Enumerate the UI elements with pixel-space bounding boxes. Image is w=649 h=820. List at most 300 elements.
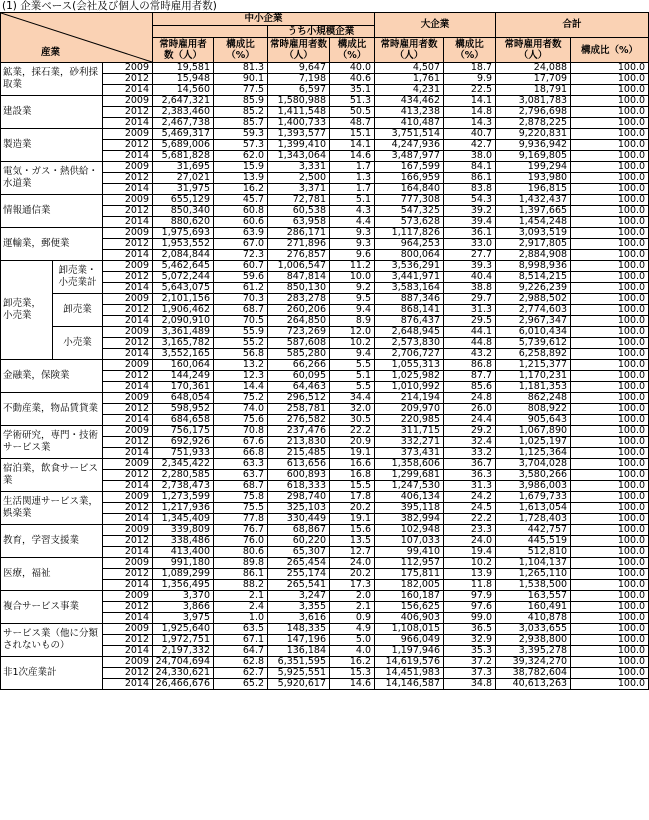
industry-cell: 非1次産業計 <box>1 657 103 690</box>
small-ratio-cell: 15.5 <box>330 481 375 492</box>
large-ratio-cell: 36.7 <box>444 459 496 470</box>
small-employees-cell: 587,608 <box>268 338 330 349</box>
sme-employees-cell: 15,948 <box>153 74 214 85</box>
sme-employees-cell: 3,165,782 <box>153 338 214 349</box>
sub-industry-cell: 卸売業 <box>53 294 103 327</box>
total-ratio-cell: 100.0 <box>571 129 649 140</box>
sme-employees-cell: 1,089,299 <box>153 569 214 580</box>
corner-diagonal <box>1 13 152 62</box>
sme-ratio-cell: 68.7 <box>214 481 268 492</box>
large-ratio-cell: 10.2 <box>444 558 496 569</box>
year-cell: 2012 <box>103 635 153 646</box>
table-row <box>1 591 649 602</box>
sme-employees-cell: 880,620 <box>153 217 214 228</box>
total-employees-cell: 6,258,892 <box>496 349 571 360</box>
small-ratio-cell: 12.7 <box>330 547 375 558</box>
small-ratio-cell: 9.4 <box>330 305 375 316</box>
total-employees-cell: 1,125,364 <box>496 448 571 459</box>
total-ratio-cell: 100.0 <box>571 415 649 426</box>
small-ratio-cell: 20.9 <box>330 437 375 448</box>
small-employees-cell: 60,220 <box>268 536 330 547</box>
large-employees-cell: 3,487,977 <box>375 151 444 162</box>
sme-employees-cell: 2,467,738 <box>153 118 214 129</box>
large-employees-cell: 14,451,983 <box>375 668 444 679</box>
small-ratio-cell: 20.2 <box>330 503 375 514</box>
large-employees-cell: 332,271 <box>375 437 444 448</box>
sme-employees-cell: 19,581 <box>153 63 214 74</box>
small-employees-cell: 3,616 <box>268 613 330 624</box>
total-ratio-cell: 100.0 <box>571 283 649 294</box>
total-employees-cell: 808,922 <box>496 404 571 415</box>
large-ratio-cell: 32.4 <box>444 437 496 448</box>
large-ratio-cell: 44.1 <box>444 327 496 338</box>
sme-employees-cell: 692,926 <box>153 437 214 448</box>
year-cell: 2009 <box>103 558 153 569</box>
year-cell: 2012 <box>103 536 153 547</box>
sme-ratio-cell: 1.0 <box>214 613 268 624</box>
table-row <box>1 360 649 371</box>
sme-ratio-cell: 66.8 <box>214 448 268 459</box>
total-employees-cell: 3,986,003 <box>496 481 571 492</box>
small-employees-cell: 215,485 <box>268 448 330 459</box>
industry-cell: 情報通信業 <box>1 195 103 228</box>
small-employees-cell: 265,541 <box>268 580 330 591</box>
sme-ratio-cell: 75.2 <box>214 393 268 404</box>
year-cell: 2014 <box>103 382 153 393</box>
total-ratio-cell: 100.0 <box>571 195 649 206</box>
table-row <box>1 426 649 437</box>
large-ratio-cell: 24.4 <box>444 415 496 426</box>
small-employees-cell: 66,266 <box>268 360 330 371</box>
corner-header <box>1 13 153 63</box>
year-cell: 2009 <box>103 657 153 668</box>
sme-ratio-cell: 90.1 <box>214 74 268 85</box>
large-employees-cell: 887,346 <box>375 294 444 305</box>
total-ratio-cell: 100.0 <box>571 349 649 360</box>
sme-employees-cell: 1,356,495 <box>153 580 214 591</box>
total-employees-cell: 862,248 <box>496 393 571 404</box>
large-ratio-cell: 9.9 <box>444 74 496 85</box>
total-ratio-cell: 100.0 <box>571 525 649 536</box>
table-row <box>1 459 649 470</box>
total-employees-cell: 3,580,266 <box>496 470 571 481</box>
industry-cell: 運輸業，郵便業 <box>1 228 103 261</box>
large-employees-cell: 876,437 <box>375 316 444 327</box>
total-ratio-header: 構成比（%） <box>571 38 649 63</box>
sme-employees-cell: 1,925,640 <box>153 624 214 635</box>
sme-ratio-cell: 56.8 <box>214 349 268 360</box>
sme-employees-cell: 24,704,694 <box>153 657 214 668</box>
industry-cell: 鉱業，採石業，砂利採取業 <box>1 63 103 96</box>
industry-cell: 学術研究，専門・技術サービス業 <box>1 426 103 459</box>
table-row <box>1 63 649 74</box>
small-employees-cell: 618,333 <box>268 481 330 492</box>
large-employees-cell: 1,197,946 <box>375 646 444 657</box>
total-ratio-cell: 100.0 <box>571 426 649 437</box>
sme-employees-cell: 27,021 <box>153 173 214 184</box>
total-employees-cell: 9,226,239 <box>496 283 571 294</box>
total-ratio-cell: 100.0 <box>571 602 649 613</box>
total-employees-header: 常時雇用者数（人） <box>496 38 571 63</box>
small-ratio-cell: 15.6 <box>330 525 375 536</box>
large-employees-cell: 107,033 <box>375 536 444 547</box>
large-employees-cell: 156,625 <box>375 602 444 613</box>
small-ratio-cell: 4.4 <box>330 217 375 228</box>
large-employees-cell: 2,648,945 <box>375 327 444 338</box>
sme-ratio-cell: 55.9 <box>214 327 268 338</box>
total-employees-cell: 1,215,377 <box>496 360 571 371</box>
total-ratio-cell: 100.0 <box>571 338 649 349</box>
large-ratio-cell: 83.8 <box>444 184 496 195</box>
large-employees-cell: 1,010,992 <box>375 382 444 393</box>
large-employees-cell: 410,487 <box>375 118 444 129</box>
sme-employees-cell: 2,084,844 <box>153 250 214 261</box>
large-employees-cell: 868,141 <box>375 305 444 316</box>
sme-employees-cell: 2,738,473 <box>153 481 214 492</box>
large-employees-cell: 14,619,576 <box>375 657 444 668</box>
large-employees-cell: 800,064 <box>375 250 444 261</box>
year-cell: 2014 <box>103 118 153 129</box>
small-employees-cell: 60,538 <box>268 206 330 217</box>
total-employees-cell: 18,791 <box>496 85 571 96</box>
small-employees-cell: 265,454 <box>268 558 330 569</box>
total-ratio-cell: 100.0 <box>571 404 649 415</box>
small-employees-cell: 296,512 <box>268 393 330 404</box>
industry-cell: 製造業 <box>1 129 103 162</box>
sme-employees-cell: 3,552,165 <box>153 349 214 360</box>
industry-cell: 不動産業，物品賃貸業 <box>1 393 103 426</box>
total-employees-cell: 193,980 <box>496 173 571 184</box>
small-employees-cell: 9,647 <box>268 63 330 74</box>
total-employees-cell: 3,033,655 <box>496 624 571 635</box>
small-ratio-cell: 30.5 <box>330 415 375 426</box>
sme-ratio-cell: 2.1 <box>214 591 268 602</box>
sme-ratio-cell: 85.7 <box>214 118 268 129</box>
year-cell: 2012 <box>103 173 153 184</box>
sme-employees-cell: 413,400 <box>153 547 214 558</box>
table-caption: (1) 企業ベース(会社及び個人の常時雇用者数) <box>2 0 217 12</box>
large-employees-cell: 167,599 <box>375 162 444 173</box>
large-employees-cell: 573,628 <box>375 217 444 228</box>
small-employees-cell: 264,850 <box>268 316 330 327</box>
large-ratio-cell: 36.5 <box>444 624 496 635</box>
year-cell: 2009 <box>103 360 153 371</box>
sme-ratio-cell: 77.8 <box>214 514 268 525</box>
industry-header: 産業 <box>41 47 61 58</box>
year-cell: 2014 <box>103 85 153 96</box>
total-employees-cell: 1,170,231 <box>496 371 571 382</box>
total-ratio-cell: 100.0 <box>571 63 649 74</box>
small-employees-cell: 68,867 <box>268 525 330 536</box>
small-employees-cell: 2,500 <box>268 173 330 184</box>
small-employees-cell: 1,580,988 <box>268 96 330 107</box>
small-ratio-cell: 2.0 <box>330 591 375 602</box>
sme-employees-cell: 5,643,075 <box>153 283 214 294</box>
sme-employees-cell: 2,101,156 <box>153 294 214 305</box>
sme-employees-cell: 2,647,321 <box>153 96 214 107</box>
large-ratio-cell: 87.7 <box>444 371 496 382</box>
small-employees-cell: 260,206 <box>268 305 330 316</box>
large-employees-cell: 164,840 <box>375 184 444 195</box>
small-employees-cell: 60,095 <box>268 371 330 382</box>
year-cell: 2012 <box>103 371 153 382</box>
large-employees-cell: 311,715 <box>375 426 444 437</box>
sme-employees-cell: 751,933 <box>153 448 214 459</box>
sme-employees-cell: 144,249 <box>153 371 214 382</box>
sme-ratio-cell: 13.9 <box>214 173 268 184</box>
sme-ratio-header: 構成比（%） <box>214 38 268 63</box>
total-ratio-cell: 100.0 <box>571 382 649 393</box>
large-employees-cell: 214,194 <box>375 393 444 404</box>
total-employees-cell: 38,782,604 <box>496 668 571 679</box>
total-ratio-cell: 100.0 <box>571 74 649 85</box>
table-row <box>1 96 649 107</box>
large-ratio-cell: 40.4 <box>444 272 496 283</box>
table-row <box>1 525 649 536</box>
sme-ratio-cell: 45.7 <box>214 195 268 206</box>
sme-ratio-cell: 61.2 <box>214 283 268 294</box>
sme-ratio-cell: 59.3 <box>214 129 268 140</box>
total-ratio-cell: 100.0 <box>571 228 649 239</box>
total-ratio-cell: 100.0 <box>571 646 649 657</box>
table-row <box>1 294 649 305</box>
total-ratio-cell: 100.0 <box>571 85 649 96</box>
sme-employees-cell: 1,217,936 <box>153 503 214 514</box>
large-ratio-cell: 31.3 <box>444 481 496 492</box>
total-employees-cell: 1,025,197 <box>496 437 571 448</box>
year-cell: 2012 <box>103 668 153 679</box>
small-employees-cell: 65,307 <box>268 547 330 558</box>
large-ratio-cell: 54.3 <box>444 195 496 206</box>
total-header: 合計 <box>496 13 649 38</box>
small-employees-cell: 1,411,548 <box>268 107 330 118</box>
small-ratio-cell: 48.7 <box>330 118 375 129</box>
large-employees-header: 常時雇用者数（人） <box>375 38 444 63</box>
small-ratio-cell: 14.6 <box>330 151 375 162</box>
year-cell: 2014 <box>103 547 153 558</box>
year-cell: 2014 <box>103 448 153 459</box>
year-cell: 2009 <box>103 63 153 74</box>
small-employees-cell: 147,196 <box>268 635 330 646</box>
total-ratio-cell: 100.0 <box>571 437 649 448</box>
sme-ratio-cell: 74.0 <box>214 404 268 415</box>
small-employees-cell: 283,278 <box>268 294 330 305</box>
large-employees-cell: 112,957 <box>375 558 444 569</box>
large-ratio-cell: 37.2 <box>444 657 496 668</box>
small-ratio-cell: 4.0 <box>330 646 375 657</box>
sme-ratio-cell: 64.7 <box>214 646 268 657</box>
year-cell: 2014 <box>103 415 153 426</box>
industry-cell: サービス業（他に分類されないもの） <box>1 624 103 657</box>
small-ratio-cell: 9.6 <box>330 250 375 261</box>
year-cell: 2009 <box>103 393 153 404</box>
small-employees-cell: 213,830 <box>268 437 330 448</box>
large-ratio-cell: 39.4 <box>444 217 496 228</box>
total-employees-cell: 1,728,403 <box>496 514 571 525</box>
large-ratio-cell: 24.2 <box>444 492 496 503</box>
sme-ratio-cell: 12.3 <box>214 371 268 382</box>
sme-ratio-cell: 76.0 <box>214 536 268 547</box>
year-cell: 2012 <box>103 338 153 349</box>
small-ratio-cell: 17.8 <box>330 492 375 503</box>
small-employees-cell: 148,335 <box>268 624 330 635</box>
large-ratio-cell: 14.1 <box>444 96 496 107</box>
total-employees-cell: 196,815 <box>496 184 571 195</box>
large-employees-cell: 3,536,291 <box>375 261 444 272</box>
small-ratio-cell: 8.9 <box>330 316 375 327</box>
total-employees-cell: 8,514,215 <box>496 272 571 283</box>
year-cell: 2009 <box>103 228 153 239</box>
large-ratio-header: 構成比（%） <box>444 38 496 63</box>
sme-ratio-cell: 85.2 <box>214 107 268 118</box>
total-employees-cell: 1,679,733 <box>496 492 571 503</box>
year-cell: 2014 <box>103 184 153 195</box>
sme-employees-cell: 3,361,489 <box>153 327 214 338</box>
total-employees-cell: 1,613,054 <box>496 503 571 514</box>
large-employees-cell: 777,308 <box>375 195 444 206</box>
year-cell: 2009 <box>103 195 153 206</box>
small-ratio-cell: 24.0 <box>330 558 375 569</box>
small-ratio-cell: 19.1 <box>330 448 375 459</box>
sme-ratio-cell: 67.0 <box>214 239 268 250</box>
small-ratio-cell: 16.6 <box>330 459 375 470</box>
small-employees-cell: 330,449 <box>268 514 330 525</box>
total-ratio-cell: 100.0 <box>571 360 649 371</box>
large-ratio-cell: 86.8 <box>444 360 496 371</box>
sme-employees-cell: 338,486 <box>153 536 214 547</box>
small-ratio-cell: 15.1 <box>330 129 375 140</box>
small-ratio-cell: 0.9 <box>330 613 375 624</box>
total-employees-cell: 905,643 <box>496 415 571 426</box>
small-employees-cell: 3,371 <box>268 184 330 195</box>
large-employees-cell: 373,431 <box>375 448 444 459</box>
total-employees-cell: 2,917,805 <box>496 239 571 250</box>
small-ratio-cell: 15.3 <box>330 668 375 679</box>
total-employees-cell: 1,454,248 <box>496 217 571 228</box>
small-ratio-cell: 1.7 <box>330 184 375 195</box>
small-employees-cell: 136,184 <box>268 646 330 657</box>
sme-employees-cell: 1,972,751 <box>153 635 214 646</box>
sme-employees-cell: 2,197,332 <box>153 646 214 657</box>
year-cell: 2012 <box>103 140 153 151</box>
small-ratio-cell: 32.0 <box>330 404 375 415</box>
large-header: 大企業 <box>375 13 496 38</box>
small-employees-cell: 847,814 <box>268 272 330 283</box>
industry-cell: 複合サービス事業 <box>1 591 103 624</box>
small-ratio-cell: 5.1 <box>330 371 375 382</box>
small-ratio-cell: 5.5 <box>330 382 375 393</box>
small-ratio-cell: 9.5 <box>330 294 375 305</box>
small-ratio-cell: 5.5 <box>330 360 375 371</box>
total-ratio-cell: 100.0 <box>571 217 649 228</box>
small-ratio-header: 構成比（%） <box>330 38 375 63</box>
employment-table <box>0 12 649 690</box>
total-employees-cell: 2,878,225 <box>496 118 571 129</box>
total-employees-cell: 199,294 <box>496 162 571 173</box>
small-ratio-cell: 5.0 <box>330 635 375 646</box>
industry-cell: 金融業，保険業 <box>1 360 103 393</box>
large-ratio-cell: 37.3 <box>444 668 496 679</box>
small-employees-cell: 6,597 <box>268 85 330 96</box>
small-ratio-cell: 11.2 <box>330 261 375 272</box>
large-employees-cell: 220,985 <box>375 415 444 426</box>
sme-employees-cell: 5,072,244 <box>153 272 214 283</box>
sme-ratio-cell: 60.7 <box>214 261 268 272</box>
large-ratio-cell: 44.8 <box>444 338 496 349</box>
small-ratio-cell: 50.5 <box>330 107 375 118</box>
year-cell: 2009 <box>103 624 153 635</box>
total-employees-cell: 1,067,890 <box>496 426 571 437</box>
total-employees-cell: 2,796,698 <box>496 107 571 118</box>
total-ratio-cell: 100.0 <box>571 481 649 492</box>
sme-employees-cell: 850,340 <box>153 206 214 217</box>
year-cell: 2012 <box>103 404 153 415</box>
sme-employees-cell: 1,975,693 <box>153 228 214 239</box>
small-employees-cell: 613,656 <box>268 459 330 470</box>
total-employees-cell: 3,395,278 <box>496 646 571 657</box>
small-employees-cell: 64,463 <box>268 382 330 393</box>
year-cell: 2014 <box>103 217 153 228</box>
small-employees-cell: 1,343,064 <box>268 151 330 162</box>
sme-ratio-cell: 75.5 <box>214 503 268 514</box>
total-ratio-cell: 100.0 <box>571 492 649 503</box>
large-ratio-cell: 99.0 <box>444 613 496 624</box>
small-employees-cell: 63,958 <box>268 217 330 228</box>
large-employees-cell: 1,108,015 <box>375 624 444 635</box>
large-ratio-cell: 84.1 <box>444 162 496 173</box>
year-cell: 2014 <box>103 613 153 624</box>
year-cell: 2009 <box>103 162 153 173</box>
sme-employees-cell: 2,383,460 <box>153 107 214 118</box>
small-employees-cell: 585,280 <box>268 349 330 360</box>
year-cell: 2014 <box>103 283 153 294</box>
total-ratio-cell: 100.0 <box>571 371 649 382</box>
sme-ratio-cell: 63.3 <box>214 459 268 470</box>
total-ratio-cell: 100.0 <box>571 536 649 547</box>
large-employees-cell: 434,462 <box>375 96 444 107</box>
total-ratio-cell: 100.0 <box>571 459 649 470</box>
small-ratio-cell: 51.3 <box>330 96 375 107</box>
total-ratio-cell: 100.0 <box>571 580 649 591</box>
small-ratio-cell: 19.1 <box>330 514 375 525</box>
sme-ratio-cell: 72.3 <box>214 250 268 261</box>
large-ratio-cell: 33.0 <box>444 239 496 250</box>
large-employees-cell: 382,994 <box>375 514 444 525</box>
sub-industry-cell: 小売業 <box>53 327 103 360</box>
total-ratio-cell: 100.0 <box>571 503 649 514</box>
industry-cell: 生活関連サービス業，娯楽業 <box>1 492 103 525</box>
small-ratio-cell: 1.7 <box>330 162 375 173</box>
table-row <box>1 558 649 569</box>
large-ratio-cell: 23.3 <box>444 525 496 536</box>
sme-employees-cell: 339,809 <box>153 525 214 536</box>
large-ratio-cell: 85.6 <box>444 382 496 393</box>
large-employees-cell: 160,187 <box>375 591 444 602</box>
small-ratio-cell: 20.2 <box>330 569 375 580</box>
year-cell: 2009 <box>103 96 153 107</box>
large-employees-cell: 413,238 <box>375 107 444 118</box>
total-ratio-cell: 100.0 <box>571 118 649 129</box>
total-ratio-cell: 100.0 <box>571 316 649 327</box>
sme-employees-cell: 5,681,828 <box>153 151 214 162</box>
large-ratio-cell: 22.2 <box>444 514 496 525</box>
industry-cell: 教育，学習支援業 <box>1 525 103 558</box>
small-ratio-cell: 12.0 <box>330 327 375 338</box>
large-ratio-cell: 29.5 <box>444 316 496 327</box>
large-ratio-cell: 31.3 <box>444 305 496 316</box>
sme-employees-cell: 5,689,006 <box>153 140 214 151</box>
large-employees-cell: 547,325 <box>375 206 444 217</box>
